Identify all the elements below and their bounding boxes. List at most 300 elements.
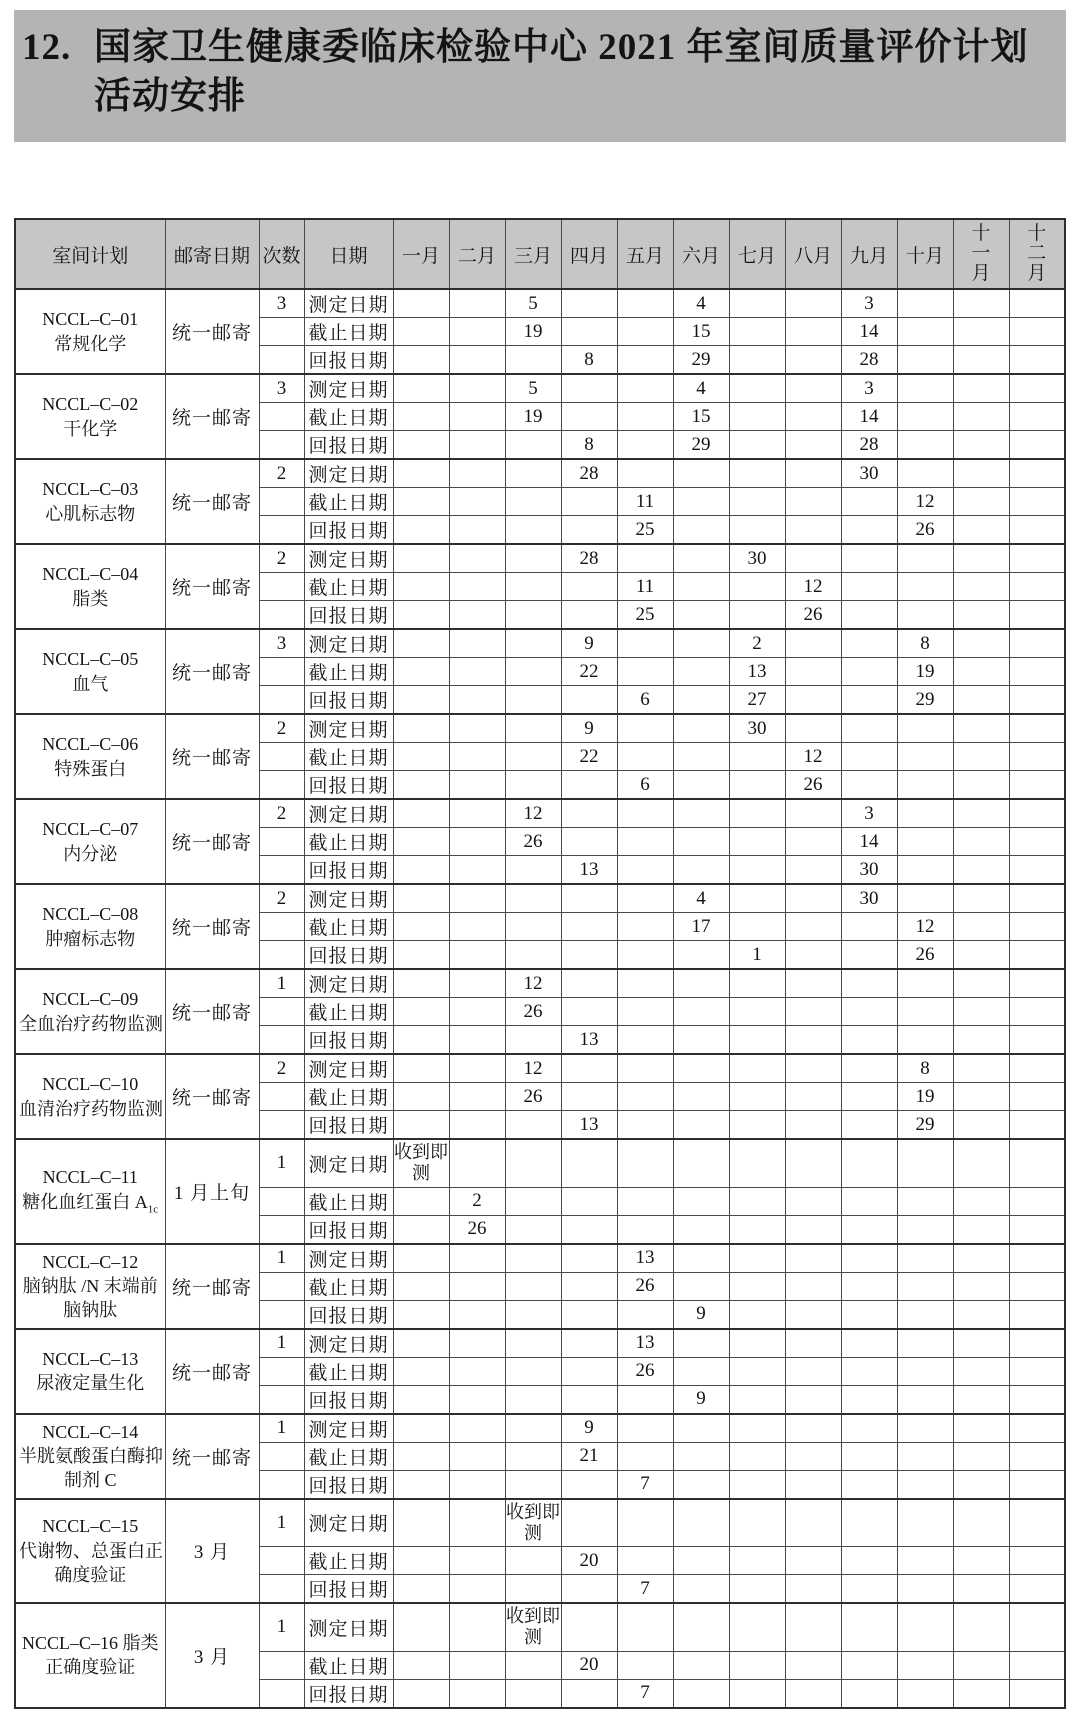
month-value-cell [673, 856, 729, 885]
title-text [94, 24, 1056, 122]
month-value-cell [785, 1139, 841, 1187]
month-value-cell: 30 [841, 884, 897, 913]
mail-date-cell: 统一邮寄 [165, 629, 259, 714]
month-value-cell [393, 969, 449, 998]
plan-line: 全血治疗药物监测 [19, 1013, 163, 1034]
month-value-cell [449, 884, 505, 913]
month-value-cell [449, 1300, 505, 1329]
month-value-cell [1009, 1329, 1065, 1358]
month-value-cell [729, 799, 785, 828]
month-value-cell [393, 941, 449, 970]
plan-line: 糖化血红蛋白 $A_{1c}$ [22, 1191, 159, 1216]
mail-date-cell: 统一邮寄 [165, 714, 259, 799]
month-value-cell [785, 1651, 841, 1679]
plan-line: NCCL–C–11 [42, 1167, 138, 1188]
month-value-cell [841, 1651, 897, 1679]
month-value-cell: 9 [561, 629, 617, 658]
month-value-cell [1009, 1054, 1065, 1083]
month-value-cell [841, 913, 897, 941]
month-value-cell [673, 658, 729, 686]
month-value-cell [617, 1111, 673, 1140]
month-value-cell [505, 1244, 561, 1273]
month-value-cell: 13 [561, 856, 617, 885]
month-value-cell [953, 1187, 1009, 1215]
times-cell: 1 [259, 1414, 304, 1443]
mail-date-cell: 3 月 [165, 1603, 259, 1708]
month-value-cell [505, 1547, 561, 1575]
month-value-cell: 14 [841, 403, 897, 431]
month-value-cell [393, 686, 449, 715]
month-value-cell [953, 969, 1009, 998]
times-cell: 1 [259, 1499, 304, 1547]
month-value-cell [953, 629, 1009, 658]
date-type-cell: 截止日期 [304, 1272, 393, 1300]
month-value-cell [449, 1603, 505, 1651]
table-body [15, 289, 1065, 1708]
month-value-cell [393, 856, 449, 885]
month-value-cell [505, 1187, 561, 1215]
month-value-cell [729, 998, 785, 1026]
month-value-cell [785, 1470, 841, 1499]
times-cell [259, 913, 304, 941]
month-value-cell [1009, 1139, 1065, 1187]
month-value-cell [1009, 686, 1065, 715]
mail-date-cell: 统一邮寄 [165, 799, 259, 884]
month-value-cell: 5 [505, 374, 561, 403]
plan-line: 确度验证 [54, 1564, 127, 1585]
month-value-cell: 1 [729, 941, 785, 970]
month-value-cell [393, 1111, 449, 1140]
times-cell: 2 [259, 1054, 304, 1083]
month-value-cell: 12 [785, 573, 841, 601]
month-value-cell [449, 1470, 505, 1499]
month-value-cell [897, 318, 953, 346]
month-value-cell [393, 1385, 449, 1414]
plan-line: 代谢物、总蛋白正 [19, 1540, 163, 1561]
table-row [15, 629, 1065, 658]
month-value-cell [449, 743, 505, 771]
month-value-cell [561, 318, 617, 346]
plan-cell [15, 1414, 165, 1499]
month-value-cell: 20 [561, 1547, 617, 1575]
col-header-month: 四月 [561, 219, 617, 289]
table-row [15, 1244, 1065, 1273]
month-value-cell [673, 1575, 729, 1604]
month-value-cell [505, 1026, 561, 1055]
month-value-cell: 2 [729, 629, 785, 658]
month-value-cell [953, 403, 1009, 431]
col-header-date: 日期 [304, 219, 393, 289]
plan-line: 脂类 [72, 588, 109, 609]
month-value-cell [673, 1679, 729, 1708]
month-value-cell [785, 1054, 841, 1083]
date-type-cell: 测定日期 [304, 374, 393, 403]
month-value-cell [841, 1603, 897, 1651]
date-type-cell: 截止日期 [304, 488, 393, 516]
month-value-cell [785, 629, 841, 658]
month-value-cell [841, 941, 897, 970]
month-value-cell [953, 601, 1009, 630]
times-cell: 3 [259, 289, 304, 318]
month-value-cell: 13 [561, 1111, 617, 1140]
month-value-cell: 26 [505, 828, 561, 856]
month-value-cell [505, 544, 561, 573]
title-line1: 国家卫生健康委临床检验中心 2021 年室间质量评价计划 [94, 27, 1029, 68]
month-value-cell [729, 884, 785, 913]
month-value-cell [505, 856, 561, 885]
month-value-cell [953, 1442, 1009, 1470]
month-value-cell [393, 1026, 449, 1055]
plan-line: 脑钠肽 [63, 1300, 118, 1321]
month-value-cell [393, 629, 449, 658]
month-value-cell: 3 [841, 374, 897, 403]
month-value-cell [1009, 1272, 1065, 1300]
date-type-cell: 截止日期 [304, 1357, 393, 1385]
month-value-cell [505, 658, 561, 686]
month-value-cell [953, 1651, 1009, 1679]
month-value-cell [449, 828, 505, 856]
times-cell [259, 941, 304, 970]
month-value-cell [561, 1139, 617, 1187]
col-header-month: 十 二 月 [1009, 219, 1065, 289]
month-value-cell [617, 998, 673, 1026]
month-value-cell: 22 [561, 743, 617, 771]
month-value-cell [729, 1575, 785, 1604]
month-value-cell [785, 1329, 841, 1358]
times-cell [259, 573, 304, 601]
month-value-cell [897, 1272, 953, 1300]
month-value-cell: 3 [841, 799, 897, 828]
month-value-cell: 28 [841, 431, 897, 460]
month-value-cell [505, 1272, 561, 1300]
month-value-cell [1009, 884, 1065, 913]
month-value-cell: 9 [673, 1385, 729, 1414]
month-value-cell [729, 969, 785, 998]
month-value-cell [505, 714, 561, 743]
times-cell [259, 1272, 304, 1300]
month-value-cell [673, 1329, 729, 1358]
month-value-cell [841, 629, 897, 658]
month-value-cell [729, 374, 785, 403]
times-cell [259, 743, 304, 771]
month-value-cell [561, 516, 617, 545]
month-value-cell [785, 1575, 841, 1604]
date-type-cell: 回报日期 [304, 1470, 393, 1499]
month-value-cell: 30 [729, 714, 785, 743]
month-value-cell [449, 544, 505, 573]
plan-cell [15, 1603, 165, 1708]
plan-line: 干化学 [63, 418, 118, 439]
plan-line: NCCL–C–03 [42, 479, 139, 500]
month-value-cell [449, 998, 505, 1026]
plan-cell [15, 459, 165, 544]
month-value-cell [449, 1385, 505, 1414]
plan-cell [15, 1054, 165, 1139]
month-value-cell [897, 1215, 953, 1244]
month-value-cell [785, 318, 841, 346]
month-value-cell [393, 1603, 449, 1651]
month-value-cell: 4 [673, 374, 729, 403]
times-cell [259, 403, 304, 431]
month-value-cell [673, 1215, 729, 1244]
col-header-month: 三月 [505, 219, 561, 289]
month-value-cell: 13 [561, 1026, 617, 1055]
month-value-cell [673, 1499, 729, 1547]
date-type-cell: 回报日期 [304, 1026, 393, 1055]
month-value-cell [729, 856, 785, 885]
month-value-cell [617, 1215, 673, 1244]
month-value-cell [673, 1244, 729, 1273]
date-type-cell: 截止日期 [304, 743, 393, 771]
month-value-cell: 12 [785, 743, 841, 771]
month-value-cell [505, 1575, 561, 1604]
month-value-cell [561, 573, 617, 601]
month-value-cell [953, 856, 1009, 885]
month-value-cell [1009, 1300, 1065, 1329]
month-value-cell [841, 1026, 897, 1055]
plan-line: NCCL–C–10 [42, 1074, 139, 1095]
month-value-cell [393, 374, 449, 403]
month-value-cell [1009, 516, 1065, 545]
month-value-cell [393, 1244, 449, 1273]
month-value-cell [897, 828, 953, 856]
month-value-cell: 14 [841, 318, 897, 346]
col-header-month: 六月 [673, 219, 729, 289]
mail-date-cell: 统一邮寄 [165, 1244, 259, 1329]
month-value-cell [561, 969, 617, 998]
month-value-cell [561, 1083, 617, 1111]
month-value-cell [617, 1499, 673, 1547]
month-value-cell [1009, 573, 1065, 601]
month-value-cell [729, 1499, 785, 1547]
mail-date-cell: 3 月 [165, 1499, 259, 1604]
times-cell [259, 488, 304, 516]
mail-date-cell: 统一邮寄 [165, 459, 259, 544]
times-cell [259, 856, 304, 885]
month-value-cell [953, 431, 1009, 460]
table-row [15, 799, 1065, 828]
month-value-cell: 19 [897, 1083, 953, 1111]
month-value-cell [729, 1272, 785, 1300]
month-value-cell [729, 573, 785, 601]
plan-line: NCCL–C–14 [42, 1421, 139, 1442]
month-value-cell [617, 1300, 673, 1329]
month-value-cell [1009, 771, 1065, 800]
times-cell [259, 1385, 304, 1414]
date-type-cell: 截止日期 [304, 1187, 393, 1215]
month-value-cell [1009, 969, 1065, 998]
month-value-cell [1009, 1499, 1065, 1547]
month-value-cell [897, 1300, 953, 1329]
month-value-cell [785, 856, 841, 885]
plan-line: 尿液定量生化 [36, 1373, 145, 1393]
month-value-cell [1009, 459, 1065, 488]
month-value-cell [449, 601, 505, 630]
month-value-cell [449, 799, 505, 828]
plan-subscript: 1c [147, 1203, 159, 1216]
month-value-cell [449, 1499, 505, 1547]
month-value-cell [729, 1026, 785, 1055]
month-value-cell [505, 1414, 561, 1443]
month-value-cell [841, 1499, 897, 1547]
times-cell [259, 1651, 304, 1679]
month-value-cell: 26 [505, 1083, 561, 1111]
date-type-cell: 截止日期 [304, 573, 393, 601]
month-value-cell: 7 [617, 1575, 673, 1604]
plan-line: 肿瘤标志物 [45, 928, 136, 949]
month-value-cell [953, 488, 1009, 516]
month-value-cell [617, 913, 673, 941]
date-type-cell: 测定日期 [304, 1139, 393, 1187]
month-value-cell: 8 [561, 431, 617, 460]
month-value-cell [1009, 714, 1065, 743]
month-value-cell [729, 601, 785, 630]
month-value-cell [897, 884, 953, 913]
month-value-cell [561, 686, 617, 715]
month-value-cell: 9 [561, 714, 617, 743]
col-header-month: 一月 [393, 219, 449, 289]
month-value-cell [1009, 601, 1065, 630]
month-value-cell [1009, 289, 1065, 318]
month-value-cell [673, 828, 729, 856]
mail-date-cell: 1 月上旬 [165, 1139, 259, 1244]
month-value-cell [841, 658, 897, 686]
times-cell [259, 1547, 304, 1575]
month-value-cell [785, 969, 841, 998]
plan-cell [15, 1499, 165, 1604]
month-value-cell [897, 1679, 953, 1708]
month-value-cell [785, 459, 841, 488]
month-value-cell: 11 [617, 573, 673, 601]
month-value-cell [449, 969, 505, 998]
table-row [15, 289, 1065, 318]
month-value-cell [953, 1385, 1009, 1414]
month-value-cell [393, 1679, 449, 1708]
month-value-cell [1009, 1215, 1065, 1244]
month-value-cell [449, 941, 505, 970]
month-value-cell [393, 658, 449, 686]
month-value-cell [785, 431, 841, 460]
month-value-cell [841, 998, 897, 1026]
month-value-cell [841, 1083, 897, 1111]
month-value-cell [953, 1414, 1009, 1443]
table-row [15, 969, 1065, 998]
table-header [15, 219, 1065, 289]
plan-cell [15, 799, 165, 884]
month-value-cell [1009, 488, 1065, 516]
month-value-cell [673, 1470, 729, 1499]
month-value-cell [1009, 318, 1065, 346]
month-value-cell [1009, 374, 1065, 403]
date-type-cell: 测定日期 [304, 799, 393, 828]
month-value-cell [617, 1651, 673, 1679]
month-value-cell [953, 1244, 1009, 1273]
month-value-cell [393, 573, 449, 601]
month-value-cell [673, 1026, 729, 1055]
month-value-cell [897, 1026, 953, 1055]
plan-cell [15, 969, 165, 1054]
month-value-cell [505, 601, 561, 630]
month-value-cell: 4 [673, 289, 729, 318]
month-value-cell [841, 1575, 897, 1604]
month-value-cell [561, 1603, 617, 1651]
month-value-cell: 26 [897, 941, 953, 970]
month-value-cell [561, 913, 617, 941]
plan-line: NCCL–C–05 [42, 649, 139, 670]
month-value-cell [673, 941, 729, 970]
month-value-cell [729, 771, 785, 800]
month-value-cell [505, 771, 561, 800]
month-value-cell [953, 714, 1009, 743]
date-type-cell: 回报日期 [304, 346, 393, 375]
month-value-cell: 12 [897, 913, 953, 941]
month-value-cell [561, 1575, 617, 1604]
month-value-cell [449, 1329, 505, 1358]
month-value-cell [785, 941, 841, 970]
month-value-cell [393, 1442, 449, 1470]
month-value-cell [897, 998, 953, 1026]
date-type-cell: 截止日期 [304, 913, 393, 941]
col-header-month: 五月 [617, 219, 673, 289]
month-value-cell [449, 1244, 505, 1273]
month-value-cell [673, 771, 729, 800]
month-value-cell [561, 403, 617, 431]
month-value-cell [897, 1244, 953, 1273]
plan-cell [15, 544, 165, 629]
times-cell [259, 431, 304, 460]
month-value-cell [1009, 1026, 1065, 1055]
date-type-cell: 测定日期 [304, 969, 393, 998]
month-value-cell: 28 [841, 346, 897, 375]
month-value-cell [785, 1215, 841, 1244]
month-value-cell [449, 1026, 505, 1055]
month-value-cell: 13 [617, 1329, 673, 1358]
month-value-cell [897, 1414, 953, 1443]
plan-cell [15, 1139, 165, 1244]
month-value-cell: 13 [617, 1244, 673, 1273]
month-value-cell [505, 884, 561, 913]
date-type-cell: 截止日期 [304, 318, 393, 346]
plan-line: 半胱氨酸蛋白酶抑 [19, 1445, 163, 1466]
month-value-cell [785, 1026, 841, 1055]
month-value-cell [785, 1187, 841, 1215]
month-value-cell [897, 1442, 953, 1470]
month-value-cell [729, 1300, 785, 1329]
month-value-cell [785, 346, 841, 375]
table-container [14, 218, 1066, 1709]
month-value-cell [729, 1385, 785, 1414]
month-value-cell [897, 1385, 953, 1414]
month-value-cell [729, 1187, 785, 1215]
month-value-cell [785, 998, 841, 1026]
month-value-cell: 5 [505, 289, 561, 318]
month-value-cell [449, 771, 505, 800]
month-value-cell [841, 544, 897, 573]
month-value-cell [1009, 828, 1065, 856]
month-value-cell [561, 1272, 617, 1300]
table-row [15, 544, 1065, 573]
month-value-cell: 4 [673, 884, 729, 913]
month-value-cell [953, 941, 1009, 970]
month-value-cell [393, 771, 449, 800]
times-cell [259, 686, 304, 715]
date-type-cell: 回报日期 [304, 1111, 393, 1140]
plan-line: 内分泌 [63, 843, 118, 864]
month-value-cell: 11 [617, 488, 673, 516]
month-value-cell: 12 [505, 799, 561, 828]
month-value-cell [617, 1083, 673, 1111]
month-value-cell [505, 1385, 561, 1414]
